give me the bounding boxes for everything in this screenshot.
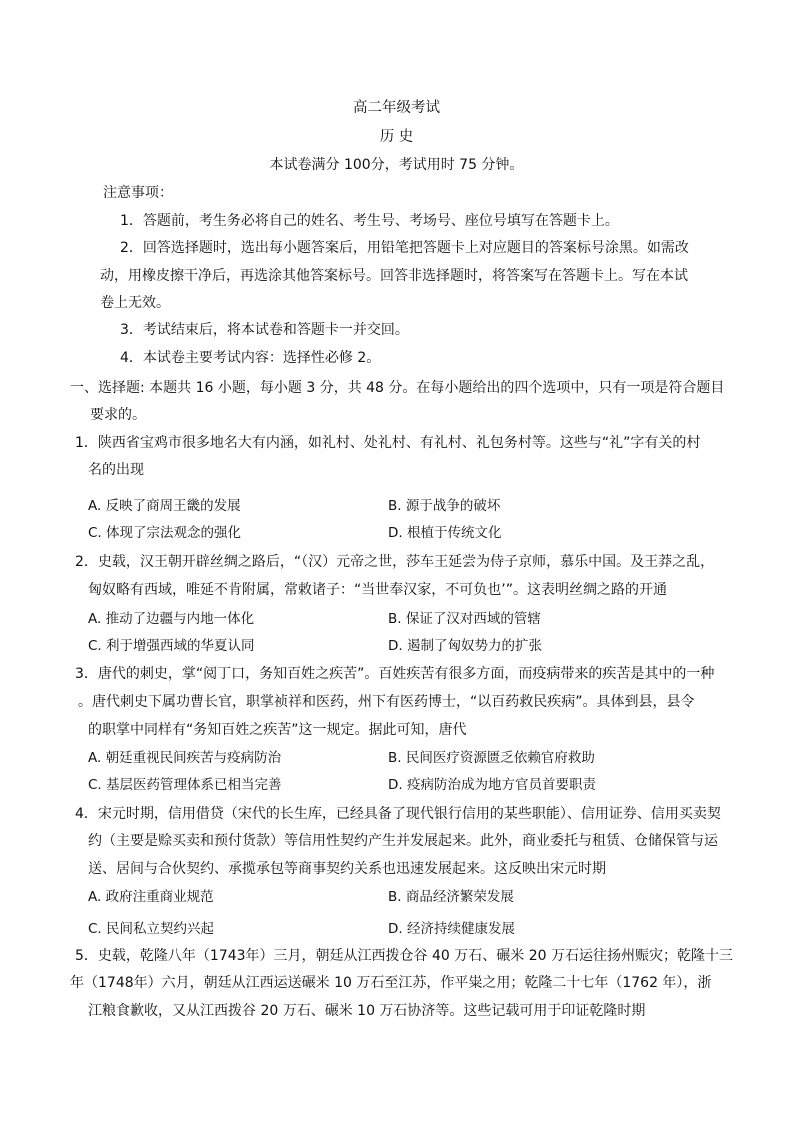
exam-title: 高二年级考试 bbox=[353, 100, 440, 116]
question-text: 1．陕西省宝鸡市很多地名大有内涵，如礼村、处礼村、有礼村、礼包务村等。这些与“礼”字有关的村 bbox=[75, 435, 701, 451]
option-d[interactable]: D. 遏制了匈奴势力的扩张 bbox=[388, 638, 542, 654]
question-text: 江粮食歉收，又从江西拨谷 20 万石、碾米 10 万石协济等。这些记载可用于印证乾隆时期 bbox=[88, 1003, 646, 1019]
exam-info: 本试卷满分 100分，考试用时 75 分钟。 bbox=[269, 157, 524, 173]
option-a[interactable]: A. 推动了边疆与内地一体化 bbox=[88, 611, 255, 627]
question-text: 约（主要是赊买卖和预付货款）等信用性契约产生并发展起来。此外，商业委托与租赁、仓储保管与运 bbox=[88, 833, 718, 849]
option-b[interactable]: B. 民间医疗资源匮乏依赖官府救助 bbox=[388, 750, 595, 766]
question-text: 匈奴略有西域，唯延不肯附属，常敕诸子：“当世奉汉家，不可负也’”。这表明丝绸之路的开通 bbox=[88, 582, 667, 598]
section-heading-cont: 要求的。 bbox=[90, 407, 146, 423]
question-text: 5．史载，乾隆八年（1743年）三月，朝廷从江西拨仓谷 40 万石、碾米 20 万石运往扬州赈灾；乾隆十三 bbox=[75, 948, 733, 964]
section-heading: 一、选择题: 本题共 16 小题，每小题 3 分，共 48 分。在每小题给出的四个选项中，只有一项是符合题目 bbox=[70, 380, 725, 396]
option-d[interactable]: D. 经济持续健康发展 bbox=[388, 921, 515, 937]
question-text: 名的出现 bbox=[88, 462, 144, 478]
question-text: 3．唐代的刺史，掌“阅丁口，务知百姓之疾苦”。百姓疾苦有很多方面，而疫病带来的疾苦是其中的一种 bbox=[75, 666, 715, 682]
option-b[interactable]: B. 源于战争的破坏 bbox=[388, 498, 501, 514]
option-c[interactable]: C. 体现了宗法观念的强化 bbox=[88, 525, 242, 541]
question-text: 2．史载，汉王朝开辟丝绸之路后，“（汉）元帝之世，莎车王延尝为侍子京师，慕乐中国。及王莽之乱， bbox=[75, 554, 715, 570]
notes-heading: 注意事项： bbox=[103, 185, 173, 201]
option-c[interactable]: C. 基层医药管理体系已相当完善 bbox=[88, 777, 282, 793]
option-a[interactable]: A. 政府注重商业规范 bbox=[88, 889, 214, 905]
question-text: 。唐代刺史下属功曹长官，职掌祯祥和医药，州下有医药博士，“以百药救民疾病”。具体到县，县令 bbox=[78, 694, 695, 710]
option-b[interactable]: B. 商品经济繁荣发展 bbox=[388, 889, 514, 905]
note-line: 2．回答选择题时，选出每小题答案后，用铅笔把答题卡上对应题目的答案标号涂黑。如需改 bbox=[120, 240, 689, 256]
note-line: 动，用橡皮擦干净后，再选涂其他答案标号。回答非选择题时，将答案写在答题卡上。写在本试 bbox=[100, 268, 688, 284]
note-line: 1．答题前，考生务必将自己的姓名、考生号、考场号、座位号填写在答题卡上。 bbox=[120, 213, 619, 229]
subject-title: 历 史 bbox=[379, 129, 414, 145]
option-d[interactable]: D. 根植于传统文化 bbox=[388, 525, 502, 541]
question-text: 的职掌中同样有“务知百姓之疾苦”这一规定。据此可知，唐代 bbox=[88, 722, 467, 738]
option-c[interactable]: C. 民间私立契约兴起 bbox=[88, 921, 215, 937]
option-a[interactable]: A. 反映了商周王畿的发展 bbox=[88, 498, 241, 514]
option-b[interactable]: B. 保证了汉对西域的管辖 bbox=[388, 611, 541, 627]
question-text: 年（1748年）六月，朝廷从江西运送碾米 10 万石至江苏，作平粜之用；乾隆二十七年（1762 年），浙 bbox=[70, 975, 712, 991]
option-c[interactable]: C. 利于增强西域的华夏认同 bbox=[88, 638, 255, 654]
question-text: 送、居间与合伙契约、承揽承包等商事契约关系也迅速发展起来。这反映出宋元时期 bbox=[88, 861, 606, 877]
option-d[interactable]: D. 疫病防治成为地方官员首要职责 bbox=[388, 777, 596, 793]
note-line: 卷上无效。 bbox=[100, 295, 170, 311]
note-line: 3．考试结束后，将本试卷和答题卡一并交回。 bbox=[120, 322, 409, 338]
note-line: 4．本试卷主要考试内容：选择性必修 2。 bbox=[120, 350, 381, 366]
question-text: 4．宋元时期，信用借贷（宋代的长生库，已经具备了现代银行信用的某些职能）、信用证券、信用买卖契 bbox=[75, 806, 721, 822]
option-a[interactable]: A. 朝廷重视民间疾苦与疫病防治 bbox=[88, 750, 282, 766]
